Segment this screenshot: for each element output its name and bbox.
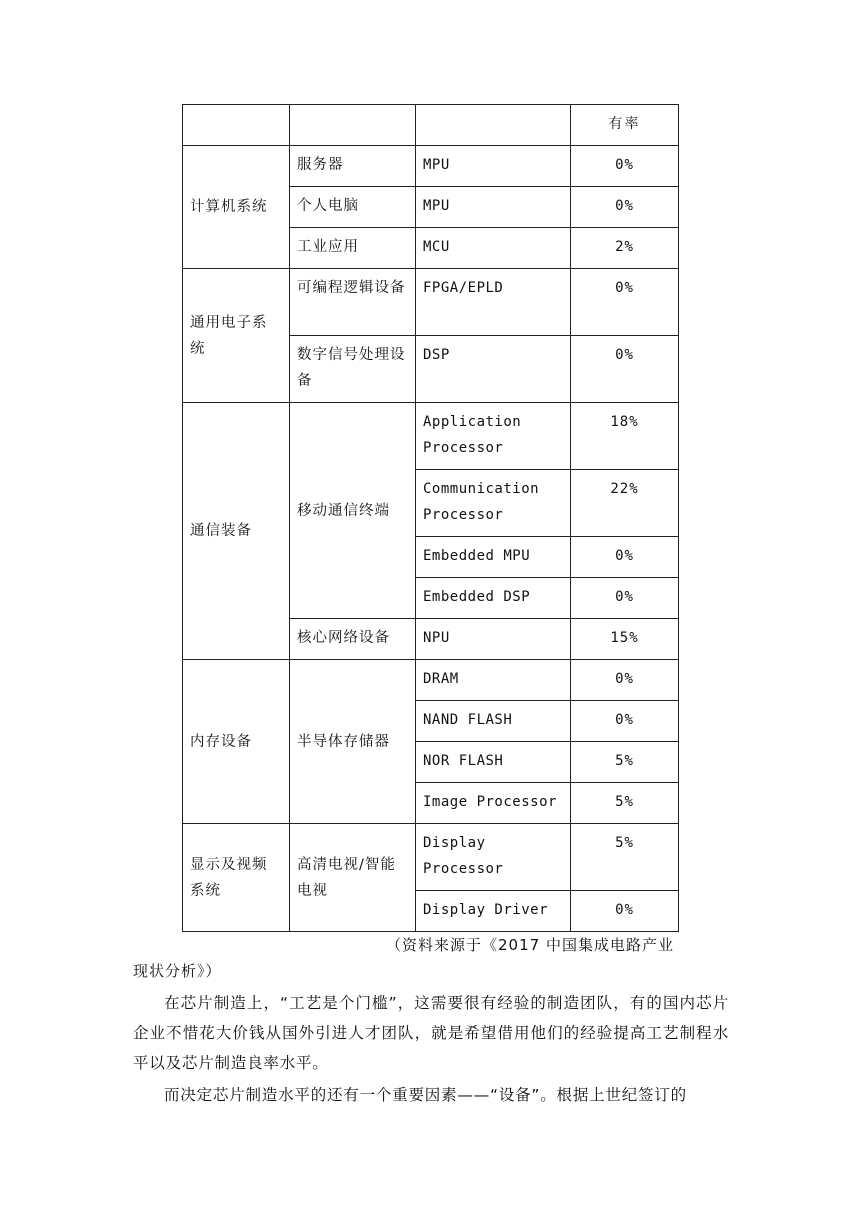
chip-cell: DSP (416, 336, 571, 403)
rate-cell: 18% (571, 403, 679, 470)
body-paragraph: 而决定芯片制造水平的还有一个重要因素——“设备”。根据上世纪签订的 (164, 1086, 687, 1104)
rate-cell: 0% (571, 701, 679, 742)
chip-cell: NOR FLASH (416, 742, 571, 783)
device-cell: 服务器 (290, 146, 416, 187)
source-note-line2: 现状分析》） (133, 962, 222, 980)
chip-cell: Embedded DSP (416, 578, 571, 619)
system-cell: 内存设备 (183, 660, 290, 824)
chip-cell: Communication Processor (416, 470, 571, 537)
chip-cell: Embedded MPU (416, 537, 571, 578)
header-cell-empty (416, 105, 571, 146)
device-cell: 半导体存储器 (290, 660, 416, 824)
rate-cell: 0% (571, 336, 679, 403)
device-cell: 核心网络设备 (290, 619, 416, 660)
chip-cell: MPU (416, 146, 571, 187)
device-cell: 可编程逻辑设备 (290, 269, 416, 336)
rate-cell: 0% (571, 187, 679, 228)
chip-cell: NAND FLASH (416, 701, 571, 742)
header-cell-rate: 有率 (571, 105, 679, 146)
rate-cell: 0% (571, 891, 679, 932)
chip-share-table (182, 104, 679, 932)
system-cell: 计算机系统 (183, 146, 290, 269)
header-cell-empty (183, 105, 290, 146)
chip-cell: FPGA/EPLD (416, 269, 571, 336)
rate-cell: 5% (571, 783, 679, 824)
rate-cell: 2% (571, 228, 679, 269)
device-cell: 高清电视/智能电视 (290, 824, 416, 932)
rate-cell: 5% (571, 824, 679, 891)
table-row (183, 660, 679, 701)
rate-cell: 0% (571, 146, 679, 187)
device-cell: 工业应用 (290, 228, 416, 269)
table-row (183, 146, 679, 187)
chip-cell: MPU (416, 187, 571, 228)
table-row (183, 824, 679, 891)
table-row (183, 403, 679, 470)
chip-cell: NPU (416, 619, 571, 660)
device-cell: 数字信号处理设备 (290, 336, 416, 403)
system-cell: 通信装备 (183, 403, 290, 660)
chip-cell: Application Processor (416, 403, 571, 470)
chip-cell: Display Processor (416, 824, 571, 891)
chip-cell: MCU (416, 228, 571, 269)
rate-cell: 0% (571, 578, 679, 619)
rate-cell: 0% (571, 660, 679, 701)
rate-cell: 5% (571, 742, 679, 783)
system-cell: 显示及视频系统 (183, 824, 290, 932)
rate-cell: 15% (571, 619, 679, 660)
device-cell: 移动通信终端 (290, 403, 416, 619)
chip-cell: Image Processor (416, 783, 571, 824)
table-row (183, 269, 679, 336)
table-header-row (183, 105, 679, 146)
chip-cell: DRAM (416, 660, 571, 701)
device-cell: 个人电脑 (290, 187, 416, 228)
rate-cell: 0% (571, 269, 679, 336)
source-note-line1: （资料来源于《2017 中国集成电路产业 (386, 936, 674, 954)
chip-cell: Display Driver (416, 891, 571, 932)
rate-cell: 0% (571, 537, 679, 578)
rate-cell: 22% (571, 470, 679, 537)
body-paragraph: 在芯片制造上，“工艺是个门槛”，这需要很有经验的制造团队，有的国内芯片企业不惜花大价钱从国外引进人才团队，就是希望借用他们的经验提高工艺制程水平以及芯片制造良率水平。 (133, 994, 729, 1072)
header-cell-empty (290, 105, 416, 146)
system-cell: 通用电子系统 (183, 269, 290, 403)
